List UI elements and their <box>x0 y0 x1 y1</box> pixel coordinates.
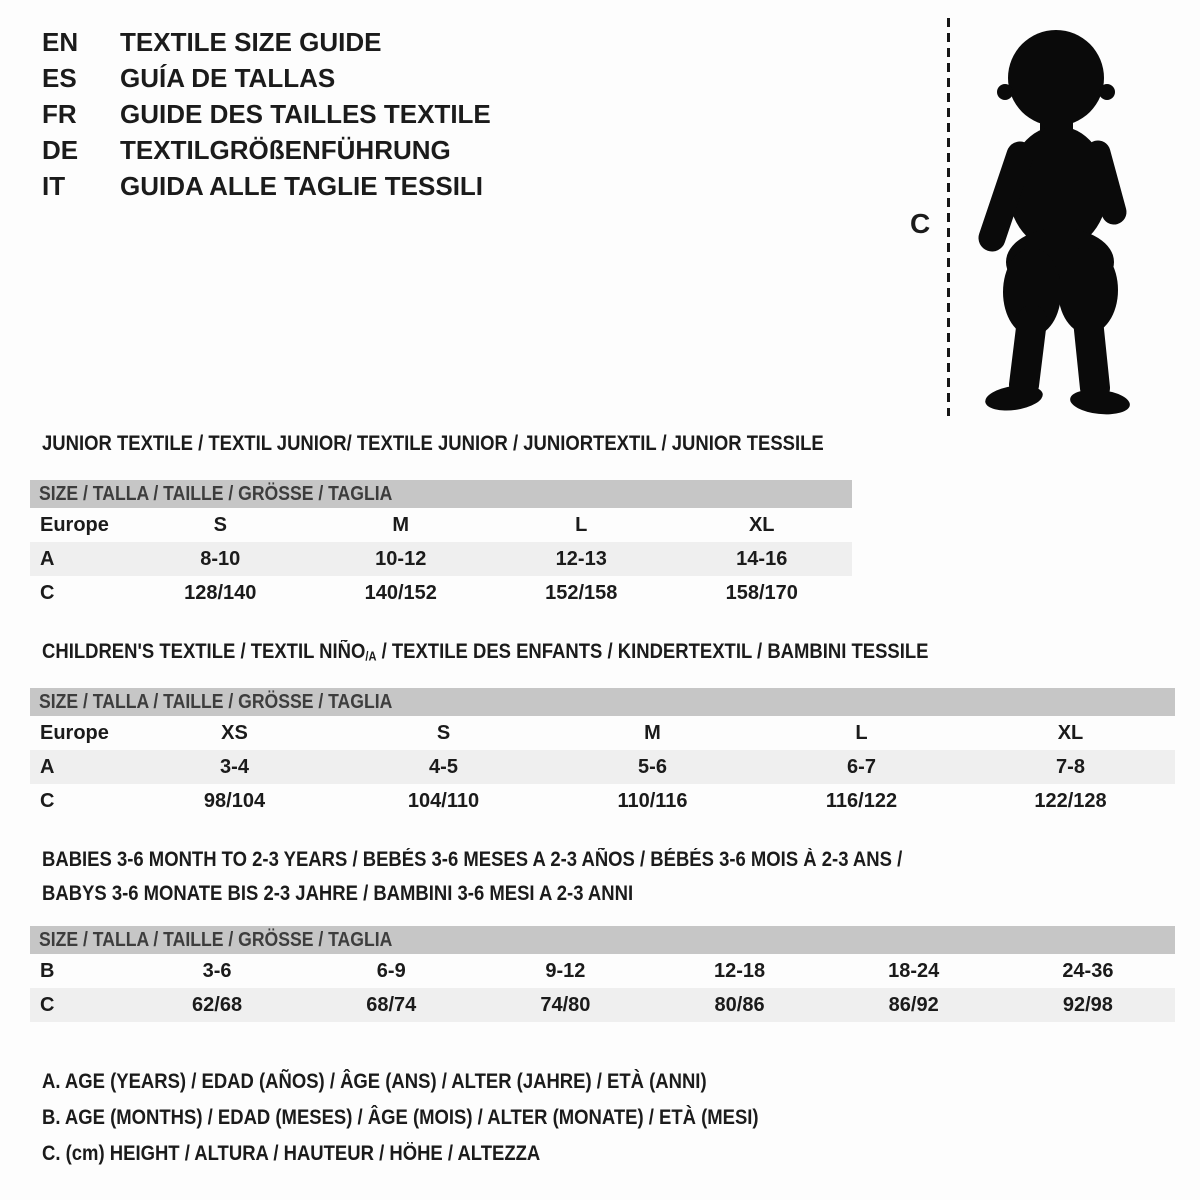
size-cell: 18-24 <box>888 959 940 982</box>
size-cell: M <box>392 513 410 536</box>
size-cell: XL <box>1057 721 1084 744</box>
legend-text: B. AGE (MONTHS) / EDAD (MESES) / ÂGE (MOIS) / ALTER (MONATE) / ETÀ (MESI) <box>42 1106 759 1129</box>
size-cell: XL <box>748 513 775 536</box>
size-header-band <box>30 480 852 508</box>
size-cell: 4-5 <box>339 750 548 784</box>
language-header <box>42 24 491 204</box>
size-cell: 122/128 <box>1034 789 1107 812</box>
size-cell: 3-4 <box>130 750 339 784</box>
size-cell: 14-16 <box>672 542 853 576</box>
height-marker-label: C <box>910 208 931 239</box>
legend-text: A. AGE (YEARS) / EDAD (AÑOS) / ÂGE (ANS) / ALTER (JAHRE) / ETÀ (ANNI) <box>42 1070 707 1093</box>
size-cell: 8-10 <box>130 542 311 576</box>
size-header-band <box>30 688 1175 716</box>
size-cell: 80/86 <box>652 988 826 1022</box>
size-cell: 152/158 <box>545 581 618 604</box>
size-cell: 104/110 <box>407 789 480 812</box>
size-cell: 7-8 <box>966 750 1175 784</box>
table-row <box>30 576 852 610</box>
table-row <box>30 784 1175 818</box>
lang-code: DE <box>42 135 79 165</box>
lang-row-en <box>42 24 491 60</box>
junior-section-title <box>42 432 930 456</box>
junior-section-title-text: JUNIOR TEXTILE / TEXTIL JUNIOR/ TEXTILE JUNIOR / JUNIORTEXTIL / JUNIOR TESSILE <box>42 432 824 455</box>
lang-code: EN <box>42 27 79 57</box>
table-row <box>30 508 852 542</box>
lang-title: GUIDE DES TAILLES TEXTILE <box>120 99 491 129</box>
legend-line-c <box>42 1136 856 1172</box>
size-cell: 158/170 <box>725 581 798 604</box>
size-cell: 12-13 <box>491 542 672 576</box>
size-cell: 68/74 <box>304 988 478 1022</box>
lang-code: FR <box>42 99 77 129</box>
title-part: / TEXTILE DES ENFANTS / KINDERTEXTIL / BAMBINI TESSILE <box>376 640 929 663</box>
size-cell: 92/98 <box>1001 988 1175 1022</box>
table-row <box>30 542 852 576</box>
legend-text: C. (cm) HEIGHT / ALTURA / HAUTEUR / HÖHE / ALTEZZA <box>42 1142 541 1165</box>
babies-size-table <box>30 926 1175 1022</box>
size-cell: 6-9 <box>376 959 406 982</box>
toddler-silhouette-icon <box>968 20 1140 420</box>
children-size-table <box>30 688 1175 818</box>
size-cell: 6-7 <box>757 750 966 784</box>
size-cell: 110/116 <box>617 789 688 812</box>
size-cell: 98/104 <box>203 789 266 812</box>
children-section-title-text <box>42 640 929 664</box>
babies-section-title-line1 <box>42 848 1020 872</box>
height-dashed-line <box>947 18 950 416</box>
size-cell: 24-36 <box>1062 959 1114 982</box>
size-cell: 74/80 <box>478 988 652 1022</box>
size-cell: 3-6 <box>202 959 232 982</box>
size-cell: M <box>644 721 661 744</box>
junior-size-table <box>30 480 852 610</box>
lang-code: IT <box>42 171 66 201</box>
legend-line-a <box>42 1064 856 1100</box>
lang-code: ES <box>42 63 77 93</box>
size-header-label: SIZE / TALLA / TAILLE / GRÖSSE / TAGLIA <box>39 482 393 505</box>
size-header-label: SIZE / TALLA / TAILLE / GRÖSSE / TAGLIA <box>39 690 393 713</box>
lang-title: TEXTILE SIZE GUIDE <box>120 27 382 57</box>
lang-row-it <box>42 168 491 204</box>
size-cell: 10-12 <box>311 542 492 576</box>
size-cell: S <box>436 721 451 744</box>
table-row <box>30 988 1175 1022</box>
lang-row-es <box>42 60 491 96</box>
size-cell: 62/68 <box>130 988 304 1022</box>
size-cell: L <box>575 513 588 536</box>
table-row <box>30 750 1175 784</box>
lang-title: TEXTILGRÖßENFÜHRUNG <box>120 135 451 165</box>
row-label: C <box>30 988 130 1022</box>
title-subscript: /A <box>365 649 377 664</box>
babies-title-text-line2: BABYS 3-6 MONATE BIS 2-3 JAHRE / BAMBINI 3-6 MESI A 2-3 ANNI <box>42 882 634 905</box>
row-label: A <box>30 542 130 576</box>
size-header-label: SIZE / TALLA / TAILLE / GRÖSSE / TAGLIA <box>39 928 393 951</box>
row-label: B <box>40 959 55 982</box>
size-cell: 5-6 <box>548 750 757 784</box>
row-label: A <box>30 750 130 784</box>
size-header-band <box>30 926 1175 954</box>
lang-title: GUIDA ALLE TAGLIE TESSILI <box>120 171 484 201</box>
size-cell: 128/140 <box>184 581 257 604</box>
size-cell: 140/152 <box>364 581 437 604</box>
row-label: Europe <box>40 513 109 536</box>
row-label: C <box>40 789 55 812</box>
lang-title: GUÍA DE TALLAS <box>120 63 336 93</box>
size-cell: 9-12 <box>545 959 586 982</box>
table-row <box>30 716 1175 750</box>
children-section-title <box>42 640 1049 664</box>
lang-row-fr <box>42 96 491 132</box>
legend-line-b <box>42 1100 856 1136</box>
size-cell: 86/92 <box>827 988 1001 1022</box>
size-cell: 12-18 <box>713 959 766 982</box>
measurement-legend <box>42 1064 856 1172</box>
babies-title-text-line1: BABIES 3-6 MONTH TO 2-3 YEARS / BEBÉS 3-6 MESES A 2-3 AÑOS / BÉBÉS 3-6 MOIS À 2-3 ANS / <box>42 848 903 871</box>
title-part: CHILDREN'S TEXTILE / TEXTIL NIÑO <box>42 640 366 663</box>
size-cell: XS <box>221 721 248 744</box>
size-cell: S <box>213 513 227 536</box>
lang-row-de <box>42 132 491 168</box>
babies-section-title-line2 <box>42 882 714 906</box>
row-label: Europe <box>40 721 109 744</box>
table-row <box>30 954 1175 988</box>
size-cell: 116/122 <box>825 789 898 812</box>
row-label: C <box>40 581 55 604</box>
size-cell: L <box>855 721 868 744</box>
